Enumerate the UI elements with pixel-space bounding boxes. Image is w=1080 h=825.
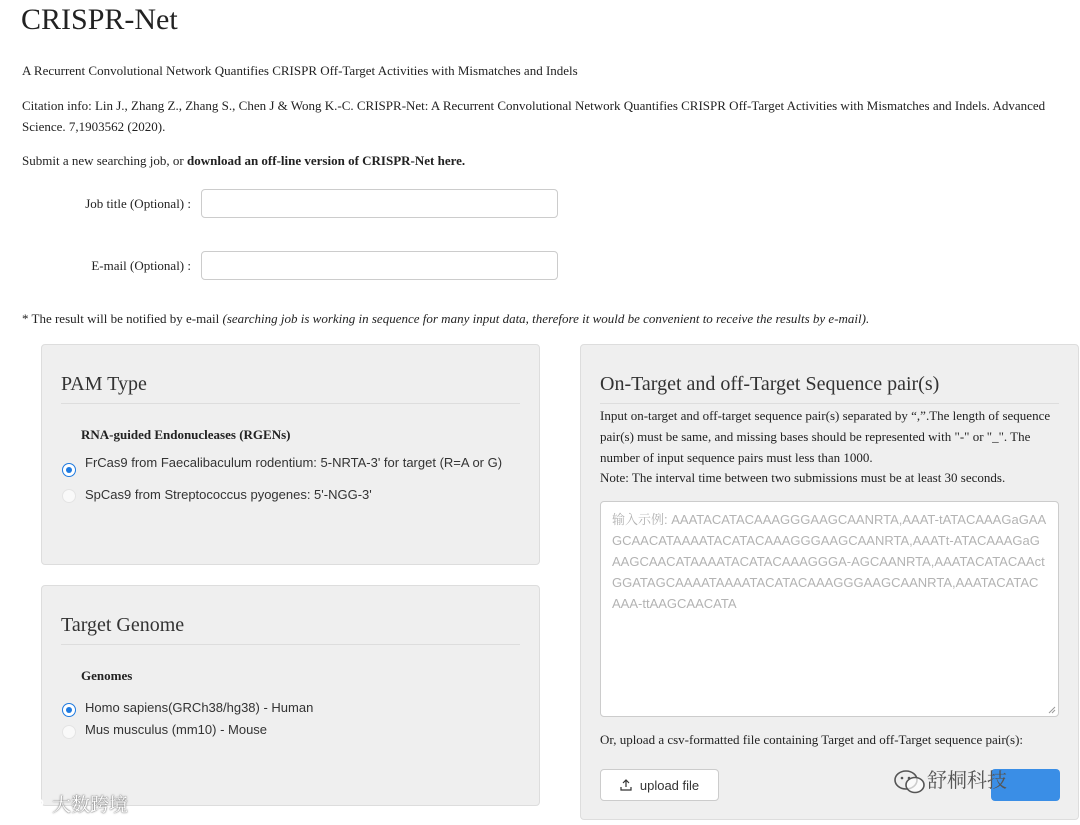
pam-divider: [61, 403, 520, 404]
genomes-subtitle: Genomes: [81, 668, 133, 683]
genome-radio-human[interactable]: [62, 703, 76, 717]
genome-radio-mouse[interactable]: [62, 725, 76, 739]
page-subtitle: A Recurrent Convolutional Network Quantifies CRISPR Off-Target Activities with Mismatches and Indels: [22, 63, 578, 78]
email-note: [22, 311, 869, 327]
pam-type-title: PAM Type: [61, 373, 147, 395]
watermark-left-text: 大数跨境: [52, 794, 129, 816]
pam-radio-frcas9[interactable]: [62, 463, 76, 477]
watermark-left: [8, 790, 128, 817]
submit-prefix: Submit a new searching job, or: [22, 153, 187, 168]
upload-icon: [620, 779, 632, 791]
email-note-italic: (searching job is working in sequence for many input data, therefore it would be convenient to receive the results by e-mail).: [222, 311, 870, 326]
target-genome-panel: [41, 585, 540, 806]
genome-divider: [61, 644, 520, 645]
watermark-right-text: 舒桐科技: [927, 768, 1007, 792]
download-offline-link[interactable]: download an off-line version of CRISPR-Net here.: [187, 153, 466, 168]
pam-type-panel: [41, 344, 540, 565]
email-note-text: * The result will be notified by e-mail: [22, 311, 223, 326]
citation-info: Citation info: Lin J., Zhang Z., Zhang S., Chen J & Wong K.-C. CRISPR-Net: A Recurrent Convolutional Network Quantifies CRISPR Off-Target Activities with Mismatches and Indels. Advanced Science. 7,1903562 (2020).: [22, 98, 1046, 134]
upload-hint: Or, upload a csv-formatted file containing Target and off-Target sequence pair(s):: [600, 732, 1024, 747]
job-title-input[interactable]: [201, 189, 558, 218]
email-input[interactable]: [201, 251, 558, 280]
watermark-logo-icon: [8, 795, 52, 817]
resize-grip-icon[interactable]: [1048, 706, 1056, 714]
target-genome-title: Target Genome: [61, 614, 185, 636]
page-title: CRISPR-Net: [21, 3, 178, 36]
sequence-pair-panel: [580, 344, 1079, 820]
genome-option-human[interactable]: Homo sapiens(GRCh38/hg38) - Human: [85, 700, 314, 715]
watermark-right: [893, 764, 1007, 795]
upload-file-label: upload file: [639, 777, 700, 793]
job-title-label: Job title (Optional) :: [85, 196, 191, 211]
email-label: E-mail (Optional) :: [91, 258, 191, 273]
sequence-pair-title: On-Target and off-Target Sequence pair(s): [600, 373, 940, 395]
submit-intro: [22, 150, 465, 171]
pam-option-frcas9[interactable]: FrCas9 from Faecalibaculum rodentium: 5-NRTA-3' for target (R=A or G): [85, 455, 503, 470]
genome-option-mouse[interactable]: Mus musculus (mm10) - Mouse: [85, 722, 268, 737]
rgens-subtitle: RNA-guided Endonucleases (RGENs): [81, 427, 291, 442]
pam-option-spcas9[interactable]: SpCas9 from Streptococcus pyogenes: 5'-NGG-3': [85, 487, 372, 502]
sequence-interval-note: Note: The interval time between two submissions must be at least 30 seconds.: [600, 470, 1006, 485]
pam-radio-spcas9[interactable]: [62, 489, 76, 503]
sequence-divider: [600, 403, 1059, 404]
wechat-icon: [893, 769, 927, 795]
upload-file-button[interactable]: [600, 769, 719, 801]
sequence-instructions: Input on-target and off-target sequence pair(s) separated by “,”.The length of sequence pair(s) must be same, and missing bases should be represented with "-" or "_". The number of input sequence pairs must less than 1000.: [600, 408, 1051, 465]
sequence-textarea-placeholder: 输入示例: AAATACATACAAAGGGAAGCAANRTA,AAAT-tATACAAAGaGAAGCAACATAAAATACATACAAAGGGAAGCAANRTA,AAATt-ATACAAAGaGAAGCAACATAAAATACATACAAAGGGA-AGCAANRTA,AAATACATACAActGGATAGCAAAATAAAATACATACAAAGGGAAGCAANRTA,AAATACATACAAA-ttAAGCAACATA: [612, 512, 1047, 611]
sequence-textarea[interactable]: [600, 501, 1059, 717]
